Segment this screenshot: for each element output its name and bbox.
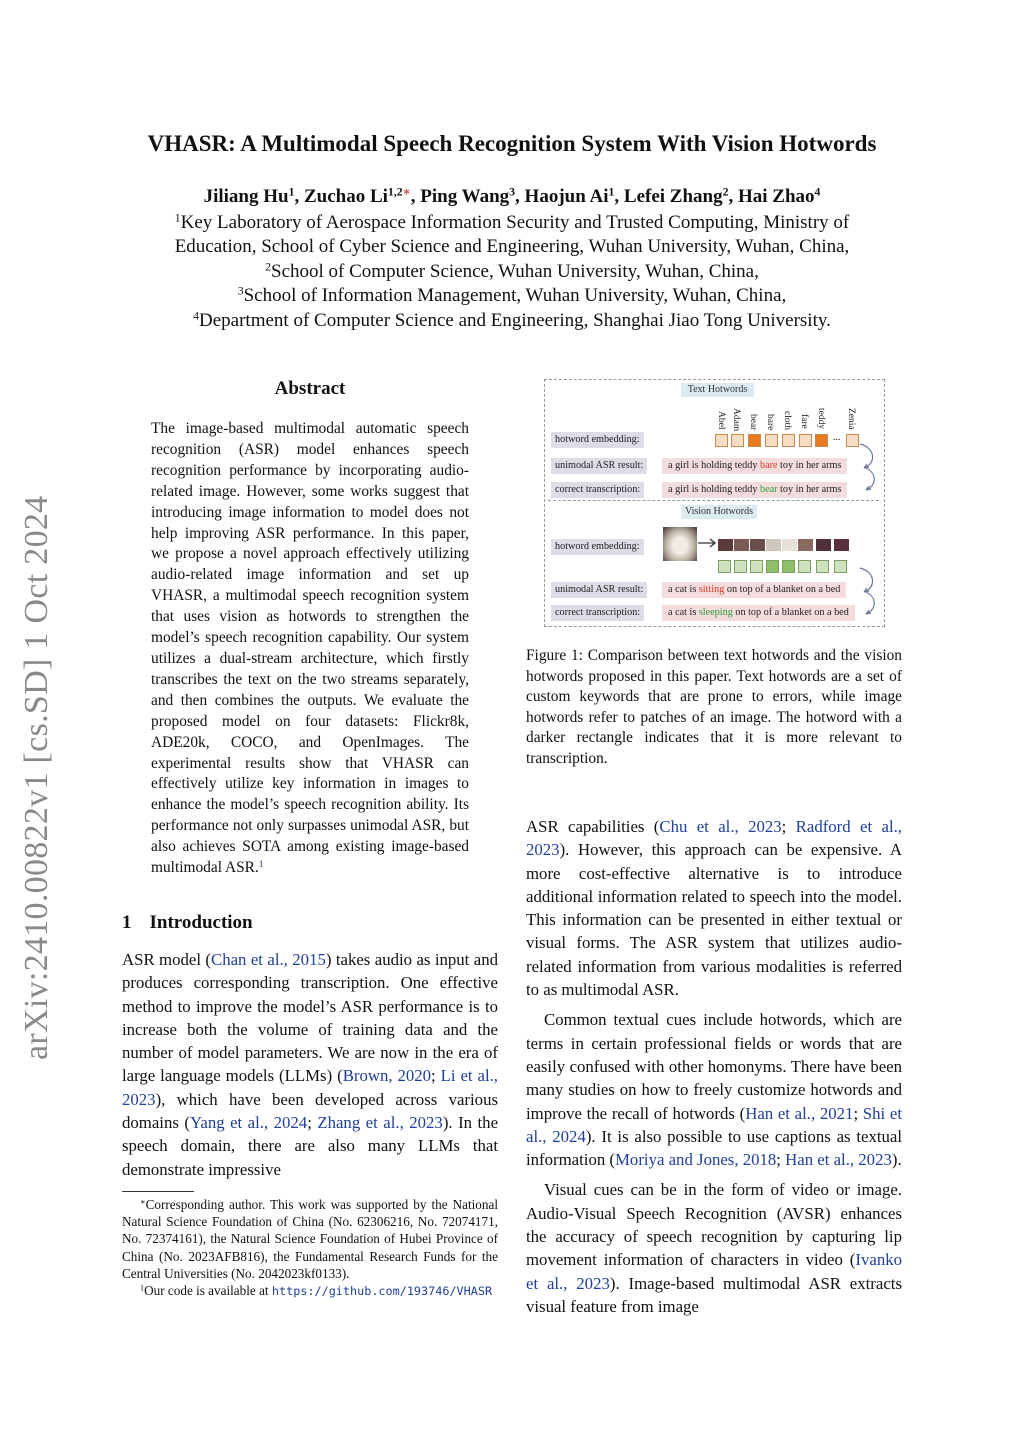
affil-sup: 3 [237, 284, 244, 298]
footnote-code [122, 1282, 498, 1300]
author-name: Lefei Zhang [623, 186, 723, 207]
code-url-link[interactable]: https://github.com/193746/VHASR [271, 1284, 493, 1299]
vision-hotword-rect [750, 560, 763, 573]
text-run: ) takes audio as input and produces corresponding transcription. One effective method to improve the model’s ASR performance is to increase both the volume of training data and the number of model parameters. We are now in the era of large language models (LLMs) ( [122, 950, 498, 1086]
author-name: Haojun Ai [524, 186, 609, 207]
hotword-rect [715, 434, 728, 447]
hotword-rect [782, 434, 795, 447]
author-affil-sup: 1 [608, 185, 615, 199]
text-run: ASR model ( [122, 950, 212, 969]
row-label-correct: correct transcription: [551, 605, 644, 621]
row-label-correct: correct transcription: [551, 482, 644, 498]
image-patch [816, 539, 831, 551]
text-run: on top of a blanket on a bed [732, 607, 849, 618]
vision-hotword-rect [798, 560, 811, 573]
text-run: ). However, this approach can be expensive. A more cost-effective alternative is to introduce additional information related to speech into the model. This information can be presented in either textual or visual forms. The ASR system that utilizes audio-related information from various modalities is referred to as multimodal ASR. [526, 840, 902, 1000]
footnote-rule [122, 1191, 194, 1192]
corresponding-mark: ∗ [402, 185, 411, 199]
affiliations [0, 211, 1024, 333]
paragraph [526, 1008, 902, 1171]
image-patch [718, 539, 733, 551]
row-label-unimodal: unimodal ASR result: [551, 458, 647, 474]
image-patch [798, 539, 813, 551]
footnotes [122, 1196, 498, 1300]
arxiv-identifier: arXiv:2410.00822v1 [cs.SD] 1 Oct 2024 [18, 495, 55, 1060]
row-label-unimodal: unimodal ASR result: [551, 582, 647, 598]
citation-link[interactable]: Han et al., 2023 [785, 1150, 892, 1170]
text-run: ; [781, 817, 796, 836]
text-run: a cat is [668, 607, 699, 618]
error-word: sitting [698, 584, 725, 595]
text-correction-arrows [852, 440, 882, 500]
section-number: 1 [122, 912, 132, 933]
hotword-teddy: teddy [816, 408, 826, 430]
vision-hotword-rect [816, 560, 829, 573]
vision-hotword-rect [718, 560, 731, 573]
vision-hotword-rect [834, 560, 847, 573]
hotword-rect-relevant [748, 434, 761, 447]
vision-correct-sentence [662, 605, 855, 621]
row-label-hotword-embedding: hotword embedding: [551, 432, 644, 448]
vision-hotwords-label: Vision Hotwords [681, 505, 757, 519]
image-patch [734, 539, 749, 551]
citation-link[interactable]: Yang et al., 2024 [189, 1113, 308, 1133]
footnote-mark: ∗ [140, 1197, 146, 1207]
hotword-adam: Adam [731, 408, 741, 432]
author-name: Ping Wang [420, 186, 510, 207]
section-heading [122, 912, 253, 934]
figure-caption: Figure 1: Comparison between text hotwords and the vision hotwords proposed in this paper. Text hotwords are a set of custom keywords that are prone to errors, while image hotwords refer to patches of an image. The hotword with a darker rectangle indicates that it is more relevant to transcription. [526, 647, 902, 767]
corrected-word: bear [759, 484, 778, 495]
text-run: ). It is also possible to use captions as textual information ( [526, 1126, 903, 1170]
row-label-hotword-embedding: hotword embedding: [551, 539, 644, 555]
author-name: Hai Zhao [737, 186, 815, 207]
paper-title: VHASR: A Multimodal Speech Recognition System With Vision Hotwords [147, 131, 877, 156]
affiliation-line: Department of Computer Science and Engineering, Shanghai Jiao Tong University. [199, 309, 831, 331]
text-run: ; [776, 1150, 786, 1170]
text-correct-sentence [662, 482, 847, 498]
citation-link[interactable]: Chan et al., 2015 [211, 950, 326, 969]
hotword-zenia: Zenia [846, 408, 856, 430]
citation-link[interactable]: Shi et al., 2024 [526, 1103, 902, 1146]
text-run: ; [431, 1066, 441, 1086]
ellipsis: ... [833, 432, 841, 443]
text-run: ). In the speech domain, there are also many LLMs that demonstrate impressive [122, 1113, 499, 1179]
vision-hotword-rect-relevant [782, 560, 795, 573]
text-run: ). [891, 1150, 902, 1170]
citation-link[interactable]: Chu et al., 2023 [659, 817, 782, 836]
footnote-mark: 1 [140, 1283, 145, 1293]
right-column [526, 815, 902, 1325]
citation-link[interactable]: Radford et al., 2023 [526, 817, 903, 860]
image-patch [750, 539, 765, 551]
affil-sup: 2 [265, 260, 272, 274]
affil-sup: 1 [174, 211, 181, 225]
text-run: ASR capabilities ( [526, 817, 660, 836]
text-run: ), which have been developed across various domains ( [122, 1089, 498, 1133]
text-run: a girl is holding teddy [668, 460, 760, 471]
hotword-rect-relevant [815, 434, 828, 447]
author-affil-sup: 1,2 [387, 185, 403, 199]
text-hotwords-label: Text Hotwords [681, 383, 754, 397]
citation-link[interactable]: Zhang et al., 2023 [317, 1113, 443, 1133]
hotword-rect [799, 434, 812, 447]
text-run: toy in her arms [777, 484, 842, 495]
author-name: Zuchao Li [303, 186, 388, 207]
hotword-bare: bare [765, 414, 775, 431]
text-run: ). Image-based multimodal ASR extracts visual feature from image [526, 1273, 902, 1316]
affiliation-line: Key Laboratory of Aerospace Information Security and Trusted Computing, Ministry of [180, 212, 850, 233]
text-run: on top of a blanket on a bed [724, 584, 841, 595]
affil-sup: 4 [193, 309, 200, 323]
vision-unimodal-sentence [662, 582, 846, 598]
cat-image-thumbnail [663, 527, 697, 561]
hotword-rect [765, 434, 778, 447]
arrow-icon [697, 537, 719, 549]
paragraph [526, 1178, 902, 1318]
hotword-bear: bear [748, 414, 758, 431]
affiliation-line: Education, School of Cyber Science and Engineering, Wuhan University, Wuhan, China, [174, 236, 850, 258]
text-run: toy in her arms [777, 460, 842, 471]
figure-divider [548, 500, 879, 501]
hotword-rect [731, 434, 744, 447]
author-affil-sup: 3 [509, 185, 516, 199]
affiliation-line: School of Information Management, Wuhan University, Wuhan, China, [243, 285, 787, 307]
text-unimodal-sentence [662, 458, 847, 474]
error-word: bare [759, 460, 778, 471]
vision-correction-arrows [852, 564, 882, 624]
text-run: a cat is [668, 584, 699, 595]
text-run: Visual cues can be in the form of video or image. Audio-Visual Speech Recognition (AVSR) enhances the accuracy of speech recognition by capturing lip movement information of characters in video ( [526, 1180, 902, 1270]
footnote-link[interactable]: 1 [258, 858, 264, 870]
text-run: ; [853, 1103, 863, 1123]
image-patch [766, 539, 781, 551]
intro-paragraph [122, 948, 498, 1181]
author-affil-sup: 1 [288, 185, 295, 199]
vision-hotword-rect-relevant [766, 560, 779, 573]
image-patch [782, 539, 797, 551]
image-patch [834, 539, 849, 551]
author-affil-sup: 2 [722, 185, 729, 199]
citation-link[interactable]: Li et al., 2023 [122, 1066, 499, 1109]
paragraph [526, 815, 902, 1001]
citation-link[interactable]: Moriya and Jones, 2018 [615, 1150, 777, 1170]
text-run: Common textual cues include hotwords, which are terms in certain professional fields or words that are easily confused with other homonyms. There have been many studies on how to freely customize hotwords and improve the recall of hotwords ( [526, 1010, 902, 1123]
author-list: Jiliang Hu$^1$, Zuchao $Li^{1,2∗}$, Ping Wang$^3$, Haojun Ai$^1$, Lefei Zhang$^2$, Hai Zhao$^4$ [203, 185, 821, 207]
corrected-word: sleeping [698, 607, 733, 618]
vision-hotword-rect [734, 560, 747, 573]
author-affil-sup: 4 [814, 185, 821, 199]
author-name: Jiliang Hu [203, 186, 289, 207]
text-run: ; [307, 1113, 318, 1133]
footnote-text: Our code is available at [144, 1283, 272, 1299]
abstract-body: The image-based multimodal automatic speech recognition (ASR) model enhances speech recognition performance by incorporating audio-related image. However, some works suggest that introducing image information to model does not help improving ASR performance. In this paper, we propose a novel approach effectively utilizing audio-related image information and set up VHASR, a multimodal speech recognition system that uses vision as hotwords to strengthen the model’s speech recognition capability. Our system utilizes a dual-stream architecture, which firstly transcribes the text on the two streams separately, and then combines the outputs. We evaluate the proposed model on four datasets: Flickr8k, ADE20k, COCO, and OpenImages. The experimental results show that VHASR can effectively utilize key information in images to enhance the model’s speech recognition ability. Its performance not only surpasses unimodal ASR, but also achieves SOTA among existing image-based multimodal ASR. [151, 420, 469, 877]
hotword-fare: fare [799, 414, 809, 429]
citation-link[interactable]: Han et al., 2021 [745, 1103, 854, 1123]
abstract-text [151, 419, 469, 879]
affiliation-line: School of Computer Science, Wuhan University, Wuhan, China, [271, 260, 759, 282]
footnote-corresponding [122, 1196, 498, 1282]
hotword-abel: Abel [716, 411, 726, 430]
text-run: a girl is holding teddy [668, 484, 760, 495]
hotword-cloth: cloth [782, 411, 792, 430]
footnote-text: Corresponding author. This work was supported by the National Natural Science Foundation of China (No. 62306216, No. 72074171, No. 72374161), the Natural Science Foundation of Hubei Province of China (No. 2023AFB816), the Fundamental Research Funds for the Central Universities (No. 2042023kf0133). [122, 1197, 498, 1281]
citation-link[interactable]: Brown, 2020 [342, 1066, 432, 1086]
section-title: Introduction [149, 912, 253, 933]
abstract-heading: Abstract [274, 378, 346, 399]
citation-link[interactable]: Ivanko et al., 2023 [526, 1250, 902, 1293]
